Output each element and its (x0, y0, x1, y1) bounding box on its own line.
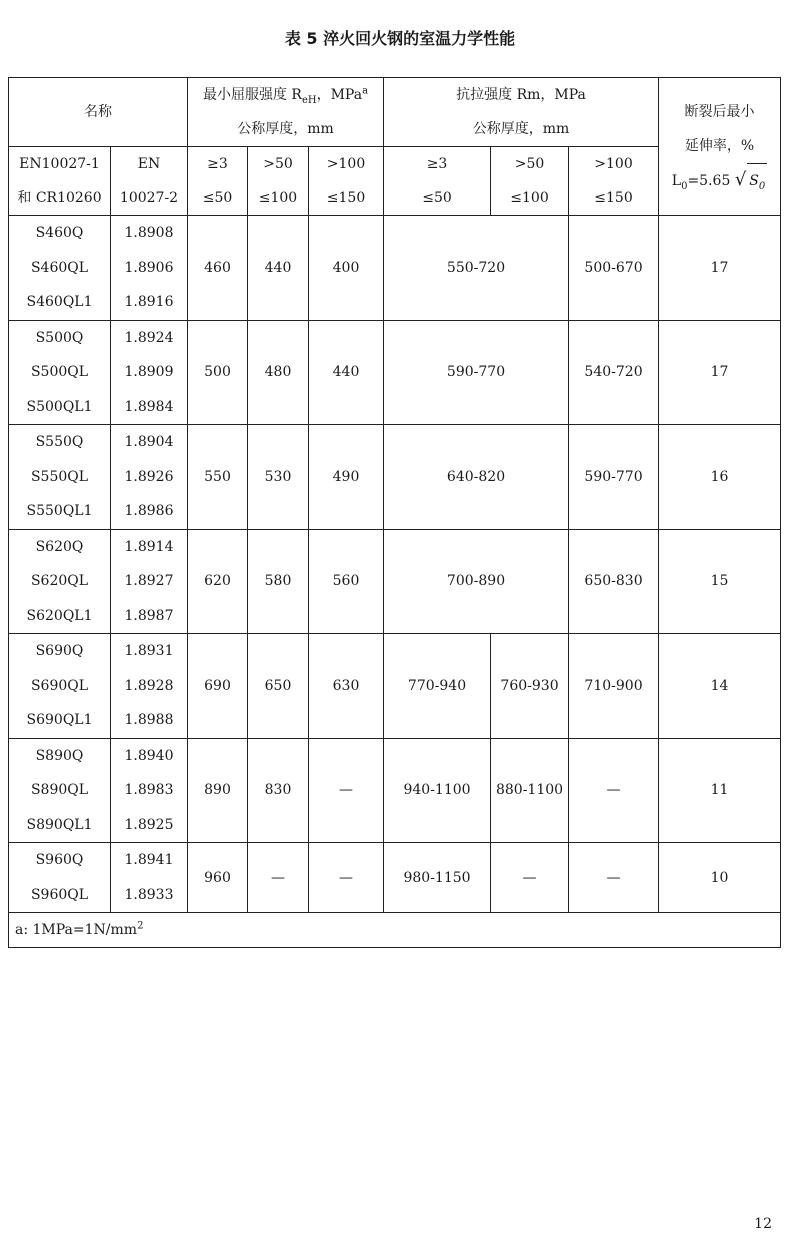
steel-names: S460Q S460QL S460QL1 (9, 216, 111, 321)
header-yield-thickness-1: ≥3 ≤50 (188, 147, 248, 216)
yield-cell: — (309, 843, 384, 913)
yield-cell: 500 (188, 320, 248, 425)
yield-cell: 480 (248, 320, 309, 425)
tensile-cell: 760-930 (491, 634, 569, 739)
tensile-cell: 700-890 (384, 529, 569, 634)
tensile-cell: — (569, 738, 659, 843)
tensile-cell: 980-1150 (384, 843, 491, 913)
steel-codes: 1.8904 1.8926 1.8986 (111, 425, 188, 530)
steel-codes: 1.8908 1.8906 1.8916 (111, 216, 188, 321)
header-tensile-thickness-1: ≥3 ≤50 (384, 147, 491, 216)
header-tensile-thickness-3: >100 ≤150 (569, 147, 659, 216)
tensile-cell: 710-900 (569, 634, 659, 739)
table-row (9, 738, 781, 843)
steel-names: S690Q S690QL S690QL1 (9, 634, 111, 739)
tensile-cell: 540-720 (569, 320, 659, 425)
yield-cell: 550 (188, 425, 248, 530)
steel-codes: 1.8931 1.8928 1.8988 (111, 634, 188, 739)
header-tensile-thickness-2: >50 ≤100 (491, 147, 569, 216)
table-row (9, 529, 781, 634)
tensile-cell: 770-940 (384, 634, 491, 739)
elongation-cell: 11 (659, 738, 781, 843)
yield-cell: 620 (188, 529, 248, 634)
table-row (9, 216, 781, 321)
yield-cell: 960 (188, 843, 248, 913)
yield-cell: 440 (248, 216, 309, 321)
header-tensile-strength: 抗拉强度 Rm，MPa 公称厚度，mm (384, 78, 659, 147)
header-yield-thickness-3: >100 ≤150 (309, 147, 384, 216)
tensile-cell: 590-770 (569, 425, 659, 530)
header-yield-thickness-2: >50 ≤100 (248, 147, 309, 216)
header-yield-strength: 最小屈服强度 $R_{eH}$，MPa$^a$ 公称厚度，mm (188, 78, 384, 147)
yield-cell: 490 (309, 425, 384, 530)
tensile-cell: — (569, 843, 659, 913)
tensile-cell: 880-1100 (491, 738, 569, 843)
yield-cell: 830 (248, 738, 309, 843)
footnote: a: $1MPa=1N/mm^2$ (9, 913, 781, 948)
tensile-cell: 500-670 (569, 216, 659, 321)
yield-cell: 530 (248, 425, 309, 530)
tensile-cell: 940-1100 (384, 738, 491, 843)
mechanical-properties-table (8, 77, 781, 948)
steel-codes: 1.8941 1.8933 (111, 843, 188, 913)
yield-cell: 440 (309, 320, 384, 425)
table-row (9, 425, 781, 530)
yield-cell: — (309, 738, 384, 843)
header-standard-1: EN10027-1 和 CR10260 (9, 147, 111, 216)
tensile-cell: — (491, 843, 569, 913)
steel-names: S620Q S620QL S620QL1 (9, 529, 111, 634)
header-standard-2: EN 10027-2 (111, 147, 188, 216)
elongation-cell: 15 (659, 529, 781, 634)
table-row (9, 320, 781, 425)
elongation-cell: 10 (659, 843, 781, 913)
tensile-cell: 640-820 (384, 425, 569, 530)
steel-codes: 1.8924 1.8909 1.8984 (111, 320, 188, 425)
yield-cell: 460 (188, 216, 248, 321)
footnote-row (9, 913, 781, 948)
yield-cell: — (248, 843, 309, 913)
header-name: 名称 (9, 78, 188, 147)
yield-cell: 560 (309, 529, 384, 634)
elongation-cell: 17 (659, 320, 781, 425)
yield-cell: 650 (248, 634, 309, 739)
yield-cell: 630 (309, 634, 384, 739)
elongation-cell: 14 (659, 634, 781, 739)
steel-codes: 1.8940 1.8983 1.8925 (111, 738, 188, 843)
steel-names: S500Q S500QL S500QL1 (9, 320, 111, 425)
page-number: 12 (754, 1216, 772, 1232)
steel-codes: 1.8914 1.8927 1.8987 (111, 529, 188, 634)
steel-names: S550Q S550QL S550QL1 (9, 425, 111, 530)
steel-names: S960Q S960QL (9, 843, 111, 913)
header-elongation: 断裂后最小 延伸率，% $L_0=5.65$ √ $S_0$ (659, 78, 781, 216)
tensile-cell: 650-830 (569, 529, 659, 634)
elongation-cell: 16 (659, 425, 781, 530)
steel-names: S890Q S890QL S890QL1 (9, 738, 111, 843)
table-title: 表 5 淬火回火钢的室温力学性能 (284, 29, 516, 48)
yield-cell: 690 (188, 634, 248, 739)
table-row (9, 634, 781, 739)
table-row (9, 843, 781, 913)
elongation-cell: 17 (659, 216, 781, 321)
yield-cell: 580 (248, 529, 309, 634)
tensile-cell: 550-720 (384, 216, 569, 321)
tensile-cell: 590-770 (384, 320, 569, 425)
yield-cell: 890 (188, 738, 248, 843)
yield-cell: 400 (309, 216, 384, 321)
